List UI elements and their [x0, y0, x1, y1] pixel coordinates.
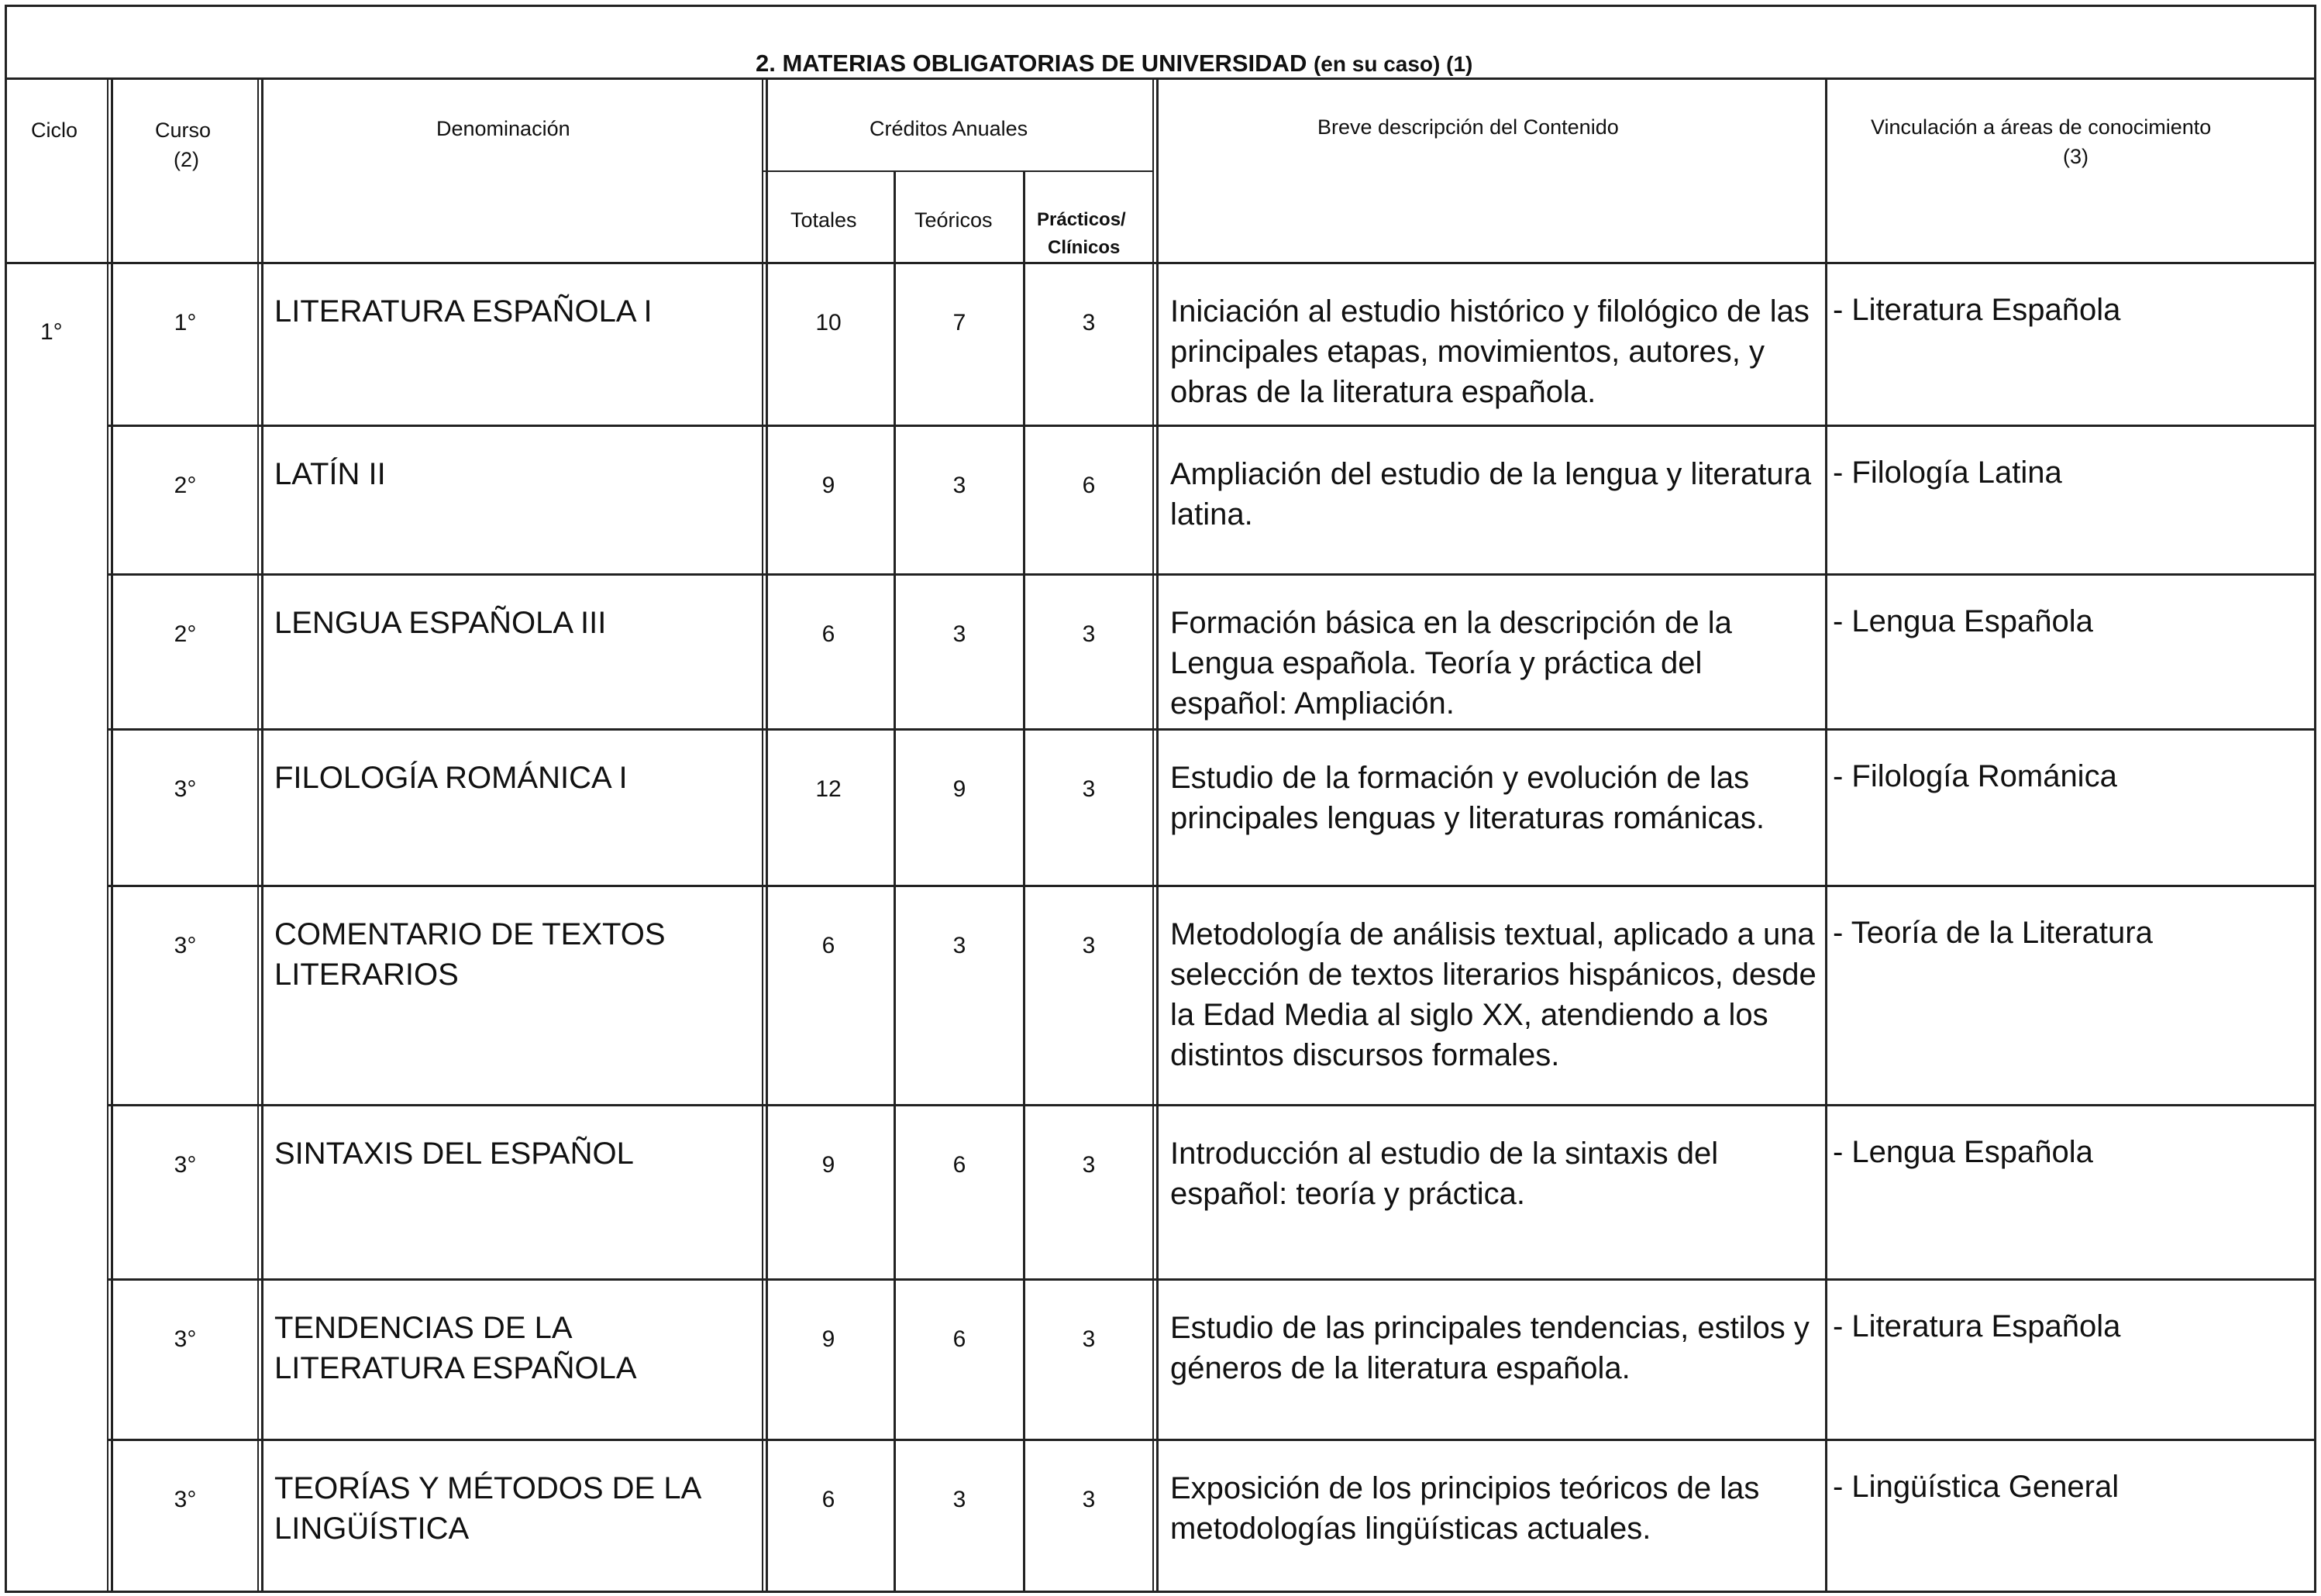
row-curso: 3° — [174, 933, 197, 958]
row-practicos: 3 — [1082, 933, 1096, 958]
row-vinculacion: - Lingüística General — [1833, 1470, 2120, 1504]
row-practicos: 3 — [1082, 1326, 1096, 1352]
header-clinicos: Clínicos — [1048, 237, 1121, 258]
row-teoricos: 7 — [952, 310, 966, 335]
row-separator — [108, 728, 2316, 731]
row-curso: 2° — [174, 621, 197, 647]
row-separator — [108, 573, 2316, 576]
row-teoricos: 6 — [952, 1326, 966, 1352]
header-descripcion: Breve descripción del Contenido — [1317, 115, 1619, 139]
header-totales: Totales — [790, 208, 857, 232]
row-teoricos: 3 — [952, 1487, 966, 1512]
row-denominacion: SINTAXIS DEL ESPAÑOL — [274, 1137, 634, 1171]
row-descripcion: Estudio de las principales tendencias, estilos y géneros de la literatura española. — [1170, 1311, 1810, 1385]
row-curso: 3° — [174, 776, 197, 802]
row-separator — [108, 1278, 2316, 1281]
col-sep-ciclo — [107, 77, 113, 1593]
row-separator — [108, 1439, 2316, 1441]
row-denominacion: TEORÍAS Y MÉTODOS DE LA LINGÜÍSTICA — [274, 1471, 701, 1546]
row-descripcion: Ampliación del estudio de la lengua y literatura latina. — [1170, 457, 1812, 531]
header-vinculacion: Vinculación a áreas de conocimiento — [1871, 115, 2212, 139]
row-vinculacion: - Filología Latina — [1833, 456, 2062, 490]
row-descripcion: Iniciación al estudio histórico y filológico de las principales etapas, movimientos, autores, y obras de la literatura española. — [1170, 294, 1810, 409]
row-teoricos: 9 — [952, 776, 966, 802]
row-descripcion: Introducción al estudio de la sintaxis del español: teoría y práctica. — [1170, 1137, 1719, 1211]
creditos-subrule — [763, 170, 1152, 172]
row-descripcion: Metodología de análisis textual, aplicado a una selección de textos literarios hispánicos, desde la Edad Media al siglo XX, atendiendo a los distintos discursos formales. — [1170, 917, 1817, 1072]
title-main: 2. MATERIAS OBLIGATORIAS DE UNIVERSIDAD — [756, 50, 1307, 77]
row-totales: 6 — [821, 1487, 835, 1512]
row-totales: 6 — [821, 933, 835, 958]
col-sep-totales — [894, 170, 896, 1593]
header-bottom-rule — [5, 262, 2316, 264]
row-curso: 1° — [174, 310, 197, 335]
row-teoricos: 6 — [952, 1152, 966, 1178]
row-denominacion: COMENTARIO DE TEXTOS LITERARIOS — [274, 917, 666, 992]
row-vinculacion: - Lengua Española — [1833, 1135, 2093, 1169]
header-curso-note: (2) — [174, 148, 199, 171]
header-practicos: Prácticos/ — [1037, 209, 1126, 230]
row-teoricos: 3 — [952, 473, 966, 498]
row-vinculacion: - Literatura Española — [1833, 293, 2121, 327]
row-totales: 10 — [815, 310, 842, 335]
row-totales: 9 — [821, 1152, 835, 1178]
row-curso: 2° — [174, 473, 197, 498]
row-denominacion: TENDENCIAS DE LA LITERATURA ESPAÑOLA — [274, 1311, 637, 1385]
row-curso: 3° — [174, 1152, 197, 1178]
row-separator — [108, 425, 2316, 427]
row-vinculacion: - Literatura Española — [1833, 1309, 2121, 1343]
header-ciclo: Ciclo — [31, 119, 78, 142]
col-sep-curso — [257, 77, 263, 1593]
row-vinculacion: - Filología Románica — [1833, 759, 2117, 793]
title-rule — [5, 77, 2316, 80]
row-descripcion: Estudio de la formación y evolución de las principales lenguas y literaturas románicas. — [1170, 761, 1765, 835]
row-denominacion: LITERATURA ESPAÑOLA I — [274, 294, 653, 328]
row-totales: 9 — [821, 473, 835, 498]
row-practicos: 3 — [1082, 1152, 1096, 1178]
row-curso: 3° — [174, 1326, 197, 1352]
row-totales: 6 — [821, 621, 835, 647]
row-practicos: 3 — [1082, 776, 1096, 802]
row-descripcion: Formación básica en la descripción de la Lengua española. Teoría y práctica del español: Ampliación. — [1170, 606, 1732, 721]
row-denominacion: LENGUA ESPAÑOLA III — [274, 606, 607, 640]
col-sep-descripcion — [1825, 77, 1827, 1593]
row-denominacion: LATÍN II — [274, 457, 386, 491]
header-denominacion: Denominación — [436, 117, 570, 140]
table-title — [756, 50, 1472, 77]
row-vinculacion: - Teoría de la Literatura — [1833, 916, 2153, 950]
row-vinculacion: - Lengua Española — [1833, 604, 2093, 638]
col-sep-creditos — [1152, 77, 1159, 1593]
row-practicos: 3 — [1082, 310, 1096, 335]
header-teoricos: Teóricos — [914, 208, 993, 232]
row-separator — [108, 885, 2316, 887]
row-separator — [108, 1104, 2316, 1106]
col-sep-teoricos — [1023, 170, 1025, 1593]
ciclo-value: 1° — [40, 319, 63, 345]
row-practicos: 3 — [1082, 1487, 1096, 1512]
header-vinculacion-note: (3) — [2063, 145, 2089, 168]
header-creditos: Créditos Anuales — [870, 117, 1028, 140]
header-curso: Curso — [155, 119, 212, 142]
row-curso: 3° — [174, 1487, 197, 1512]
col-sep-denominacion — [762, 77, 768, 1593]
row-teoricos: 3 — [952, 621, 966, 647]
row-teoricos: 3 — [952, 933, 966, 958]
row-denominacion: FILOLOGÍA ROMÁNICA I — [274, 761, 628, 795]
row-totales: 12 — [815, 776, 842, 802]
row-totales: 9 — [821, 1326, 835, 1352]
row-practicos: 3 — [1082, 621, 1096, 647]
title-suffix: (en su caso) (1) — [1313, 52, 1473, 76]
row-descripcion: Exposición de los principios teóricos de las metodologías lingüísticas actuales. — [1170, 1471, 1760, 1546]
row-practicos: 6 — [1082, 473, 1096, 498]
